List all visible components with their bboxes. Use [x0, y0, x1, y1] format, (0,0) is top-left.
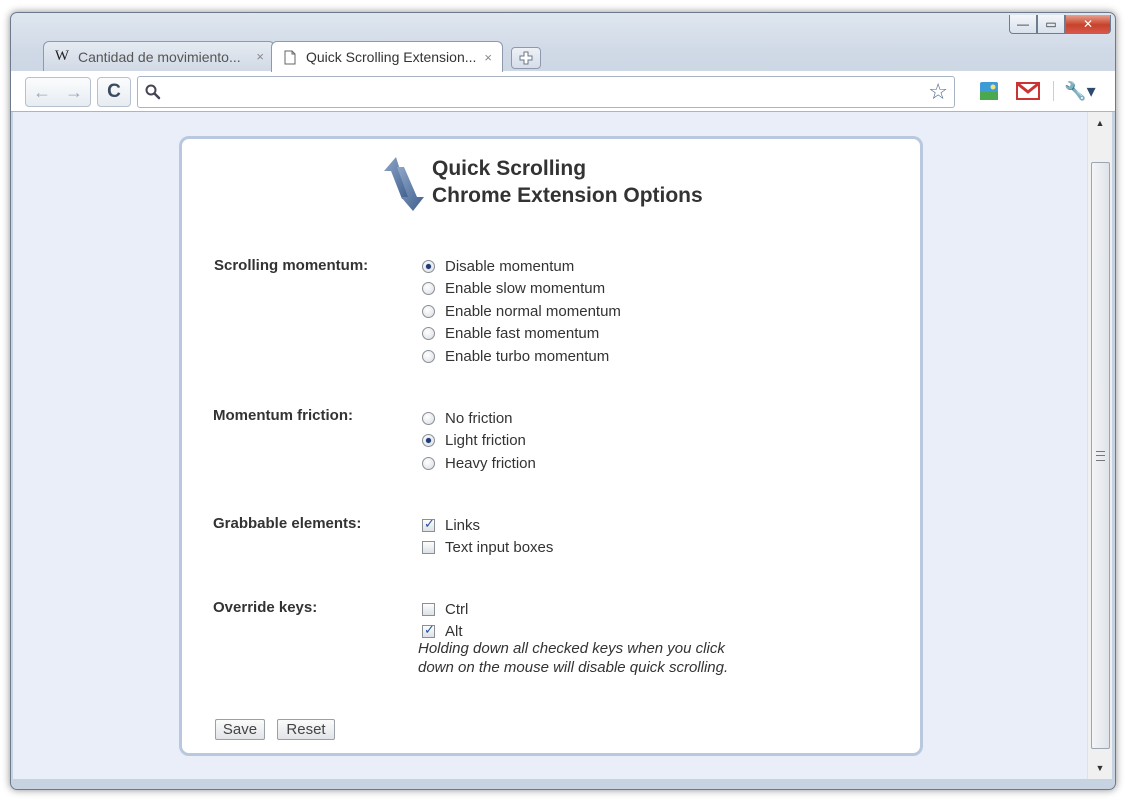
option-label: Text input boxes	[445, 538, 554, 556]
momentum-option-normal[interactable]	[422, 301, 621, 321]
radio-button[interactable]	[422, 282, 435, 295]
options-panel	[179, 136, 923, 756]
reset-button[interactable]: Reset	[277, 719, 335, 740]
checkbox[interactable]	[422, 625, 435, 638]
gmail-icon[interactable]	[1016, 82, 1040, 100]
friction-option-none[interactable]	[422, 408, 513, 428]
up-down-arrows-icon	[382, 155, 426, 211]
option-label: Links	[445, 516, 481, 534]
momentum-friction-label: Momentum friction:	[213, 407, 353, 424]
save-button[interactable]: Save	[215, 719, 265, 740]
checkbox[interactable]	[422, 519, 435, 532]
reload-button[interactable]: C	[97, 77, 131, 107]
page-title-line2: Chrome Extension Options	[432, 184, 703, 207]
scroll-down-arrow-icon[interactable]: ▼	[1095, 763, 1105, 773]
friction-option-light[interactable]	[422, 430, 526, 450]
radio-button[interactable]	[422, 457, 435, 470]
close-window-button[interactable]: ✕	[1065, 15, 1111, 34]
option-label: Enable fast momentum	[445, 324, 600, 342]
override-option-ctrl[interactable]	[422, 599, 468, 619]
momentum-option-disable[interactable]	[422, 256, 574, 276]
option-label: Ctrl	[445, 600, 469, 618]
checkbox[interactable]	[422, 603, 435, 616]
wrench-menu-icon[interactable]: 🔧▾	[1064, 80, 1096, 101]
momentum-option-turbo[interactable]	[422, 346, 609, 366]
grabbable-elements-label: Grabbable elements:	[213, 515, 362, 532]
vertical-scrollbar[interactable]	[1087, 112, 1112, 779]
tab-title: Cantidad de movimiento...	[78, 48, 241, 65]
tab-cantidad-de-movimiento[interactable]	[43, 41, 275, 71]
friction-option-heavy[interactable]	[422, 453, 536, 473]
scrollbar-thumb[interactable]	[1091, 162, 1110, 749]
option-label: Enable turbo momentum	[445, 347, 610, 365]
tab-close-icon[interactable]: ×	[256, 49, 264, 64]
scroll-up-arrow-icon[interactable]: ▲	[1095, 118, 1105, 128]
option-label: Enable normal momentum	[445, 302, 621, 320]
override-keys-label: Override keys:	[213, 599, 318, 616]
override-keys-note	[418, 639, 778, 677]
grabbable-option-text-inputs[interactable]	[422, 537, 553, 557]
radio-button[interactable]	[422, 260, 435, 273]
toolbar-separator	[1053, 81, 1054, 101]
checkbox[interactable]	[422, 541, 435, 554]
page-header	[382, 153, 782, 213]
momentum-option-fast[interactable]	[422, 323, 599, 343]
grip-icon	[1096, 451, 1105, 461]
extension-image-icon[interactable]	[979, 81, 999, 101]
option-label: No friction	[445, 409, 513, 427]
maximize-button[interactable]: ▭	[1037, 15, 1065, 34]
radio-button[interactable]	[422, 434, 435, 447]
browser-window	[10, 12, 1116, 790]
nav-buttons	[25, 77, 91, 107]
radio-button[interactable]	[422, 327, 435, 340]
note-line: down on the mouse will disable quick scrolling.	[418, 659, 729, 676]
override-option-alt[interactable]	[422, 621, 463, 641]
option-label: Light friction	[445, 431, 526, 449]
tab-close-icon[interactable]: ×	[484, 49, 492, 65]
omnibox[interactable]	[137, 76, 955, 108]
scrolling-momentum-label: Scrolling momentum:	[214, 257, 369, 274]
new-tab-button[interactable]	[511, 47, 541, 69]
option-label: Alt	[445, 622, 463, 640]
browser-toolbar	[11, 71, 1115, 112]
search-icon	[144, 83, 162, 101]
note-line: Holding down all checked keys when you click	[418, 640, 725, 657]
back-button[interactable]: ←	[33, 81, 51, 102]
minimize-button[interactable]: —	[1009, 15, 1037, 34]
option-label: Enable slow momentum	[445, 279, 606, 297]
page-viewport	[13, 112, 1087, 779]
tab-title: Quick Scrolling Extension...	[306, 49, 477, 65]
grabbable-option-links[interactable]	[422, 515, 480, 535]
option-label: Disable momentum	[445, 257, 575, 275]
page-title-line1: Quick Scrolling	[432, 157, 587, 180]
tab-quick-scrolling-extension[interactable]	[271, 41, 503, 72]
tab-strip	[27, 39, 1027, 71]
window-controls	[1009, 15, 1111, 34]
radio-button[interactable]	[422, 350, 435, 363]
plus-icon	[519, 51, 533, 65]
address-input[interactable]	[170, 81, 914, 103]
option-label: Heavy friction	[445, 454, 536, 472]
momentum-option-slow[interactable]	[422, 278, 605, 298]
page-icon	[282, 49, 298, 65]
radio-button[interactable]	[422, 305, 435, 318]
wikipedia-icon: W	[54, 48, 70, 64]
bookmark-star-icon[interactable]: ☆	[928, 79, 948, 104]
forward-button[interactable]: →	[65, 81, 83, 102]
radio-button[interactable]	[422, 412, 435, 425]
